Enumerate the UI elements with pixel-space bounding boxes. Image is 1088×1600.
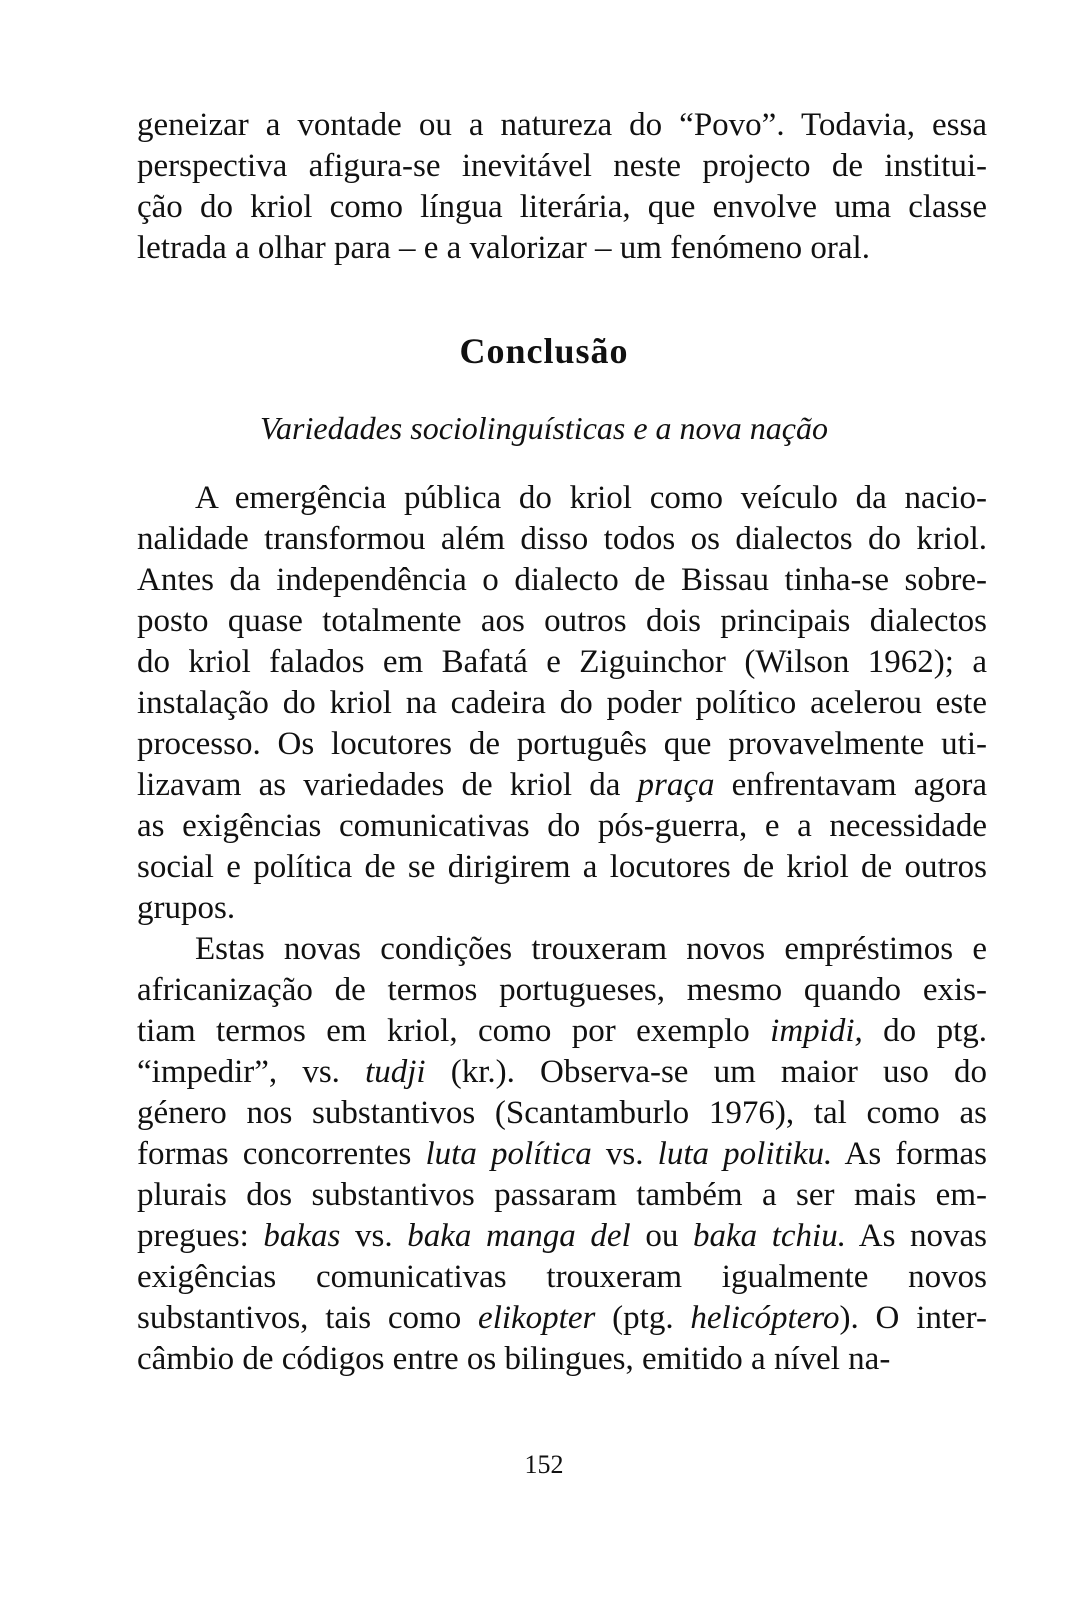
- text-line: instalação do kriol na cadeira do poder político acelerou este: [137, 685, 987, 721]
- text-line: plurais dos substantivos passaram também a ser mais em-: [137, 1177, 987, 1213]
- text-line: substantivos, tais como elikopter (ptg. helicóptero). O inter-: [137, 1300, 987, 1336]
- text-line: câmbio de códigos entre os bilingues, emitido a nível na-: [137, 1341, 891, 1377]
- text-line: perspectiva afigura-se inevitável neste projecto de institui-: [137, 148, 987, 184]
- page-number: 152: [524, 1450, 564, 1479]
- text-line: género nos substantivos (Scantamburlo 1976), tal como as: [137, 1095, 987, 1131]
- text-line: as exigências comunicativas do pós-guerra, e a necessidade: [137, 808, 987, 844]
- text-line: lizavam as variedades de kriol da praça enfrentavam agora: [137, 767, 987, 803]
- section-subheading: Variedades sociolinguísticas e a nova nação: [260, 410, 828, 446]
- text-line: social e política de se dirigirem a locutores de kriol de outros: [137, 849, 987, 885]
- text-line: letrada a olhar para – e a valorizar – um fenómeno oral.: [137, 230, 870, 266]
- text-line: A emergência pública do kriol como veículo da nacio-: [195, 480, 987, 516]
- text-line: geneizar a vontade ou a natureza do “Povo”. Todavia, essa: [137, 107, 987, 143]
- text-line: exigências comunicativas trouxeram igualmente novos: [137, 1259, 987, 1295]
- text-line: processo. Os locutores de português que provavelmente uti-: [137, 726, 987, 762]
- text-line: formas concorrentes luta política vs. luta politiku. As formas: [137, 1136, 987, 1172]
- text-line: Estas novas condições trouxeram novos empréstimos e: [195, 931, 987, 967]
- section-heading: Conclusão: [459, 331, 629, 371]
- text-line: posto quase totalmente aos outros dois principais dialectos: [137, 603, 987, 639]
- text-line: Antes da independência o dialecto de Bissau tinha-se sobre-: [137, 562, 987, 598]
- text-line: africanização de termos portugueses, mesmo quando exis-: [137, 972, 987, 1008]
- text-line: tiam termos em kriol, como por exemplo impidi, do ptg.: [137, 1013, 988, 1049]
- text-line: “impedir”, vs. tudji (kr.). Observa-se um maior uso do: [137, 1054, 987, 1090]
- text-line: grupos.: [137, 890, 236, 926]
- text-line: pregues: bakas vs. baka manga del ou baka tchiu. As novas: [137, 1218, 988, 1254]
- text-line: ção do kriol como língua literária, que envolve uma classe: [137, 189, 987, 225]
- text-line: nalidade transformou além disso todos os dialectos do kriol.: [137, 521, 987, 557]
- text-line: do kriol falados em Bafatá e Ziguinchor (Wilson 1962); a: [137, 644, 987, 680]
